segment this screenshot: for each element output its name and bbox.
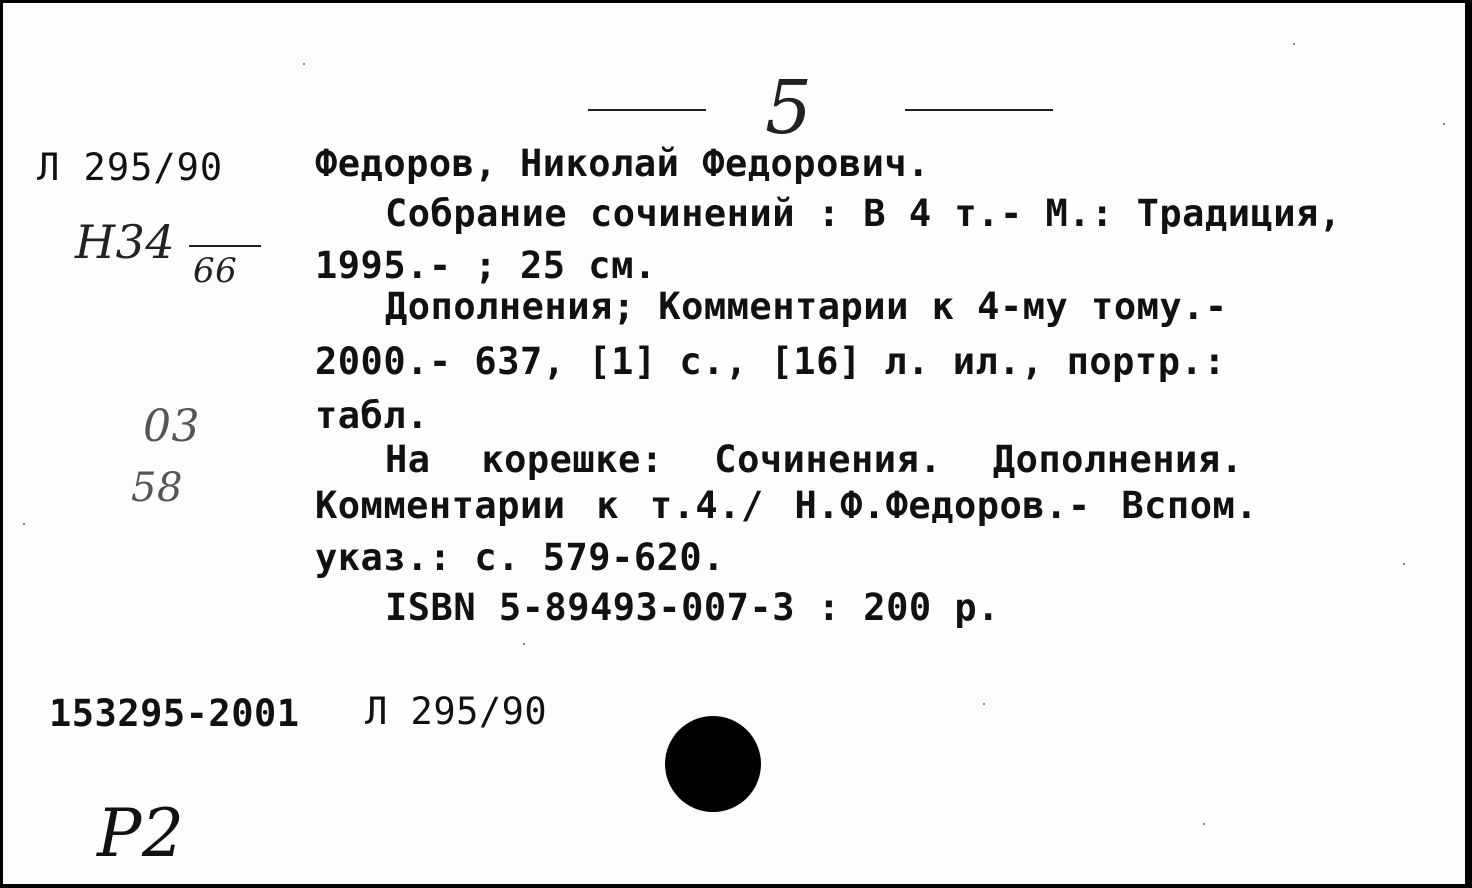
entry-line-4: Дополнения; Комментарии к 4-му тому.- — [385, 285, 1228, 328]
entry-line-1: Федоров, Николай Федорович. — [315, 142, 930, 185]
entry-line-8: Комментарии к т.4./ Н.Ф.Федоров.- Вспом. — [315, 484, 1259, 527]
entry-line-3: 1995.- ; 25 см. — [315, 244, 657, 287]
entry-line-7: На корешке: Сочинения. Дополнения. — [385, 438, 1244, 481]
scan-speck — [1443, 123, 1445, 125]
scan-speck — [983, 703, 985, 705]
scan-speck — [303, 63, 305, 65]
volume-mark: 5 — [765, 65, 813, 151]
call-number: Л 295/90 — [37, 146, 224, 189]
entry-line-5: 2000.- 637, [1] с., [16] л. ил., портр.: — [315, 340, 1227, 383]
handwritten-shelf-denominator: 66 — [193, 251, 238, 291]
entry-line-6: табл. — [315, 394, 429, 437]
scan-speck — [23, 523, 25, 525]
volume-dash-left — [588, 109, 706, 111]
punch-hole — [665, 716, 761, 812]
entry-line-10: ISBN 5-89493-007-3 : 200 р. — [385, 586, 1000, 629]
handwritten-note: Р2 — [97, 795, 185, 872]
footer-call-number: Л 295/90 — [365, 690, 548, 733]
handwritten-code-b: 58 — [131, 465, 183, 511]
volume-dash-right — [905, 109, 1053, 111]
scan-speck — [523, 643, 525, 645]
entry-line-2: Собрание сочинений : В 4 т.- М.: Традиция, — [385, 192, 1342, 235]
entry-line-9: указ.: с. 579-620. — [315, 536, 725, 579]
scan-speck — [1293, 43, 1295, 45]
scan-speck — [1403, 563, 1405, 565]
accession-number: 153295-2001 — [49, 692, 300, 735]
handwritten-shelf-number: Н34 — [75, 215, 176, 269]
handwritten-fraction-line — [189, 245, 261, 247]
handwritten-code-a: 03 — [143, 401, 200, 452]
scan-speck — [1203, 823, 1205, 825]
